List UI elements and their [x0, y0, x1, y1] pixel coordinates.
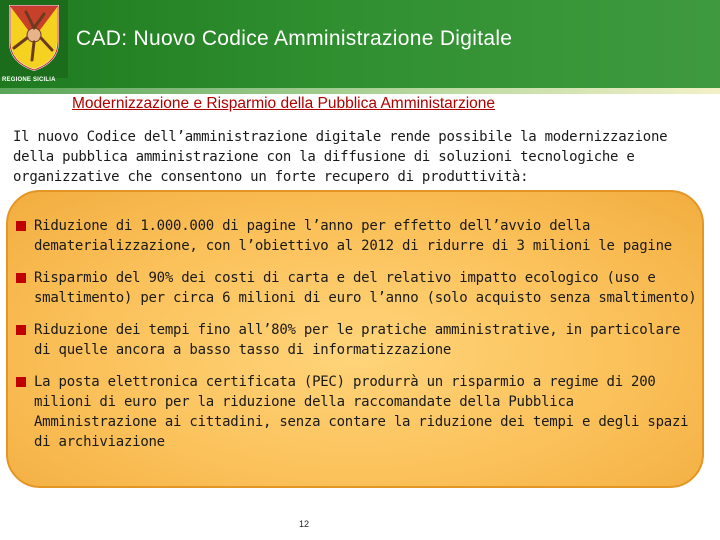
square-bullet-icon — [16, 377, 26, 387]
bullet-text: Risparmio del 90% dei costi di carta e del relativo impatto ecologico (uso e smaltimento) per circa 6 milioni di euro l’anno (solo acquisto senza smaltimento) — [34, 270, 697, 306]
intro-paragraph: Il nuovo Codice dell’amministrazione digitale rende possibile la modernizzazione della pubblica amministrazione con la diffusione di soluzioni tecnologiche e organizzative che consentono un forte recupero di produttività: — [13, 129, 668, 185]
trinacria-emblem-icon — [4, 2, 64, 72]
bullet-text: Riduzione di 1.000.000 di pagine l’anno per effetto dell’avvio della dematerializzazione, con l’obiettivo al 2012 di ridurre di 3 milioni le pagine — [34, 218, 672, 254]
square-bullet-icon — [16, 325, 26, 335]
region-label: REGIONE SICILIA — [2, 77, 56, 83]
bullet-text: Riduzione dei tempi fino all’80% per le pratiche amministrative, in particolare di quelle ancora a basso tasso di informatizzazione — [34, 322, 681, 358]
square-bullet-icon — [16, 221, 26, 231]
square-bullet-icon — [16, 273, 26, 283]
region-logo — [0, 0, 68, 83]
bullet-text: La posta elettronica certificata (PEC) produrrà un risparmio a regime di 200 milioni di euro per la riduzione della raccomandate della Pubblica Amministrazione ai cittadini, senza contare la riduzione dei tempi e degli spazi di archiviazione — [34, 374, 689, 450]
slide-subtitle: Modernizzazione e Risparmio della Pubblica Amministarzione — [72, 95, 496, 112]
header-divider — [0, 88, 720, 94]
slide-title: CAD: Nuovo Codice Amministrazione Digitale — [76, 27, 513, 50]
bullet-item — [14, 320, 704, 360]
page-number: 12 — [299, 519, 310, 529]
bullet-list — [14, 216, 704, 464]
bullet-item — [14, 372, 704, 452]
bullet-item — [14, 216, 704, 256]
bullet-item — [14, 268, 704, 308]
